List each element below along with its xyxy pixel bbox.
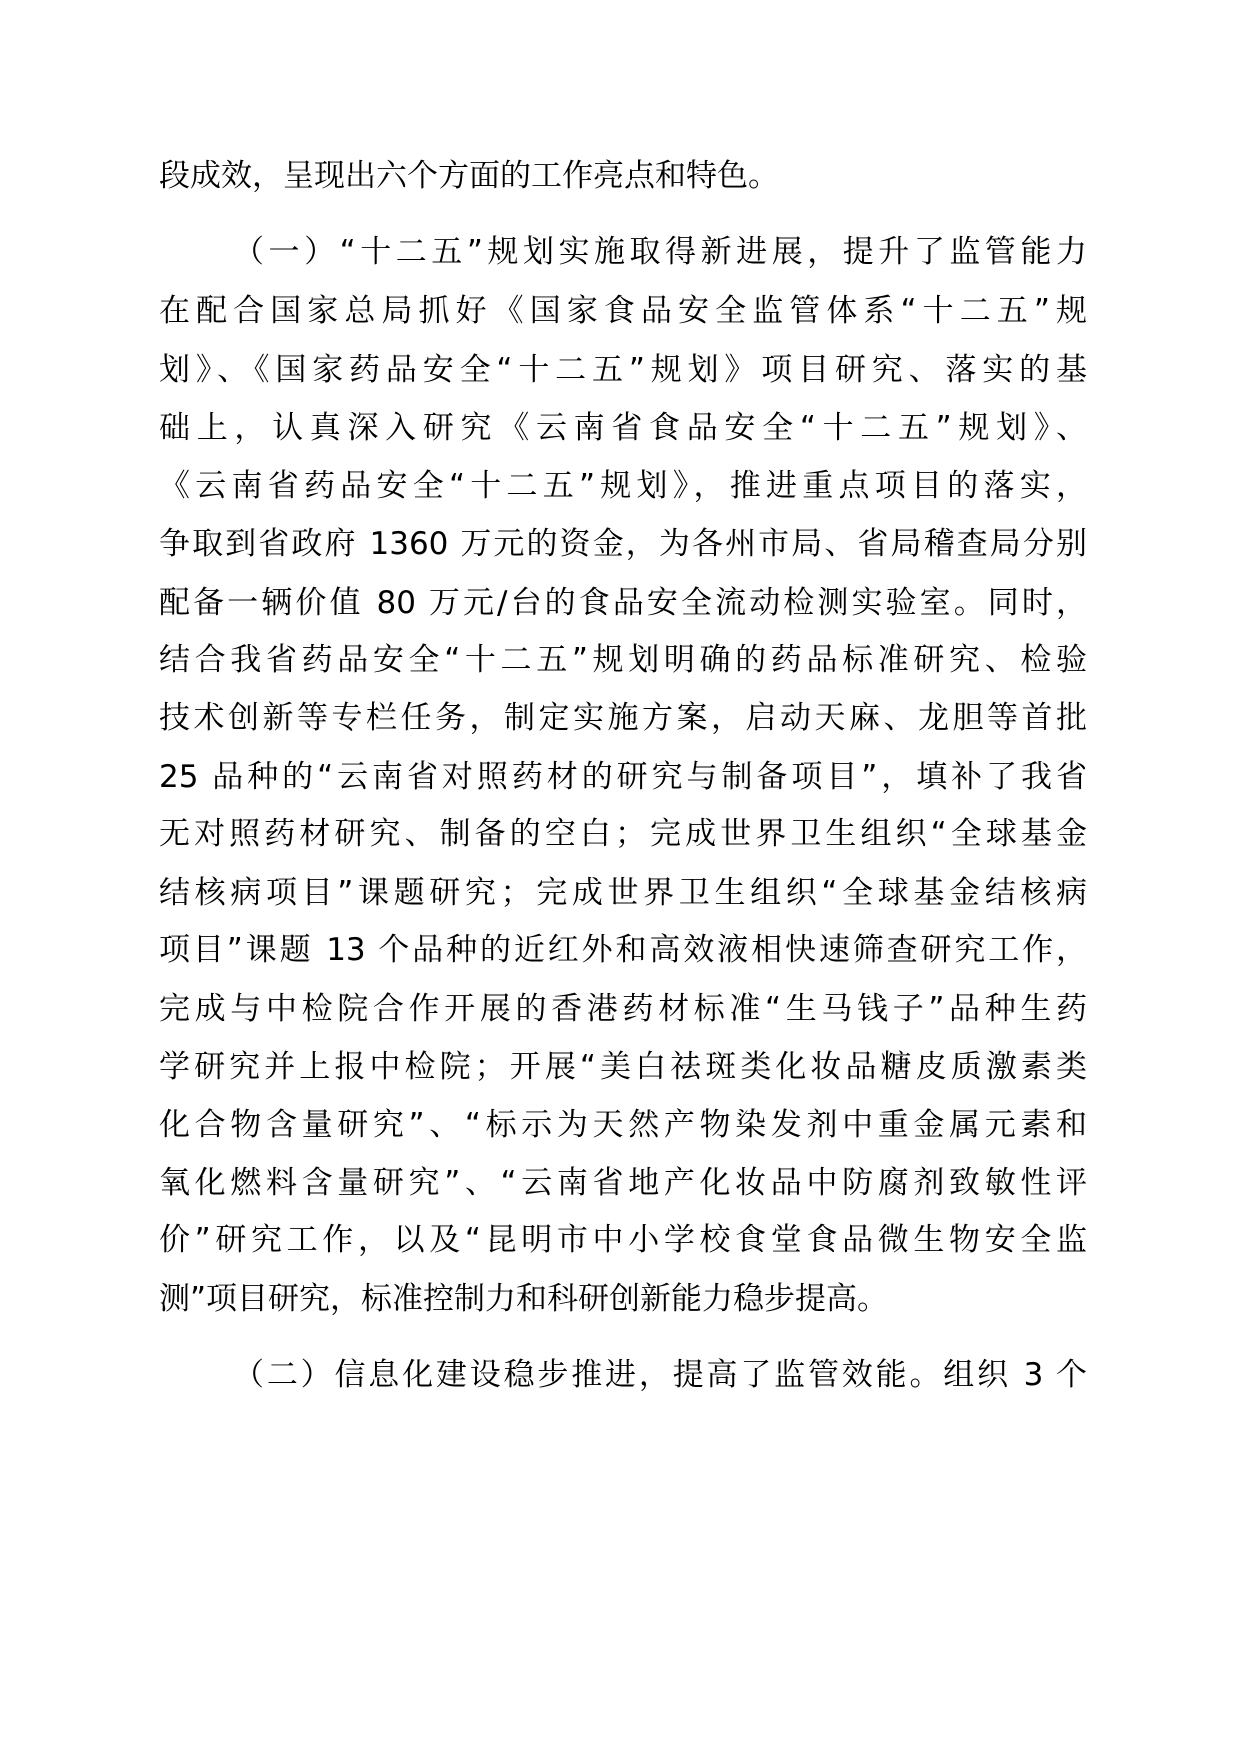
text-line: 化合物含量研究”、“标示为天然产物染发剂中重金属元素和 <box>159 1107 1087 1143</box>
text-line: 无对照药材研究、制备的空白；完成世界卫生组织“全球基金 <box>159 816 1087 852</box>
text-line: 项目”课题 13 个品种的近红外和高效液相快速筛查研究工作， <box>159 932 1087 968</box>
text-line: 争取到省政府 1360 万元的资金，为各州市局、省局稽查局分别 <box>159 526 1087 562</box>
text-line: 础上，认真深入研究《云南省食品安全“十二五”规划》、 <box>159 410 1087 446</box>
text-line: 测”项目研究，标准控制力和科研创新能力稳步提高。 <box>159 1281 889 1317</box>
section-heading-line: （一）“十二五”规划实施取得新进展，提升了监管能力 <box>233 234 1087 270</box>
text-line: 在配合国家总局抓好《国家食品安全监管体系“十二五”规 <box>159 293 1087 329</box>
section-heading-line: （二）信息化建设稳步推进，提高了监管效能。组织 3 个 <box>233 1357 1087 1393</box>
text-line: 结核病项目”课题研究；完成世界卫生组织“全球基金结核病 <box>159 875 1087 911</box>
text-line: 价”研究工作，以及“昆明市中小学校食堂食品微生物安全监 <box>159 1222 1087 1258</box>
text-line: 25 品种的“云南省对照药材的研究与制备项目”，填补了我省 <box>159 759 1087 795</box>
text-line: 氧化燃料含量研究”、“云南省地产化妆品中防腐剂致敏性评 <box>159 1165 1087 1201</box>
text-line: 技术创新等专栏任务，制定实施方案，启动天麻、龙胆等首批 <box>159 700 1087 736</box>
text-line: 划》、《国家药品安全“十二五”规划》项目研究、落实的基 <box>159 352 1087 388</box>
text-line: 《云南省药品安全“十二五”规划》，推进重点项目的落实， <box>159 468 1087 504</box>
text-line: 段成效，呈现出六个方面的工作亮点和特色。 <box>159 158 779 194</box>
text-line: 完成与中检院合作开展的香港药材标准“生马钱子”品种生药 <box>159 991 1087 1027</box>
text-line: 结合我省药品安全“十二五”规划明确的药品标准研究、检验 <box>159 642 1087 678</box>
text-line: 学研究并上报中检院；开展“美白祛斑类化妆品糖皮质激素类 <box>159 1049 1087 1085</box>
text-line: 配备一辆价值 80 万元/台的食品安全流动检测实验室。同时， <box>159 585 1087 621</box>
